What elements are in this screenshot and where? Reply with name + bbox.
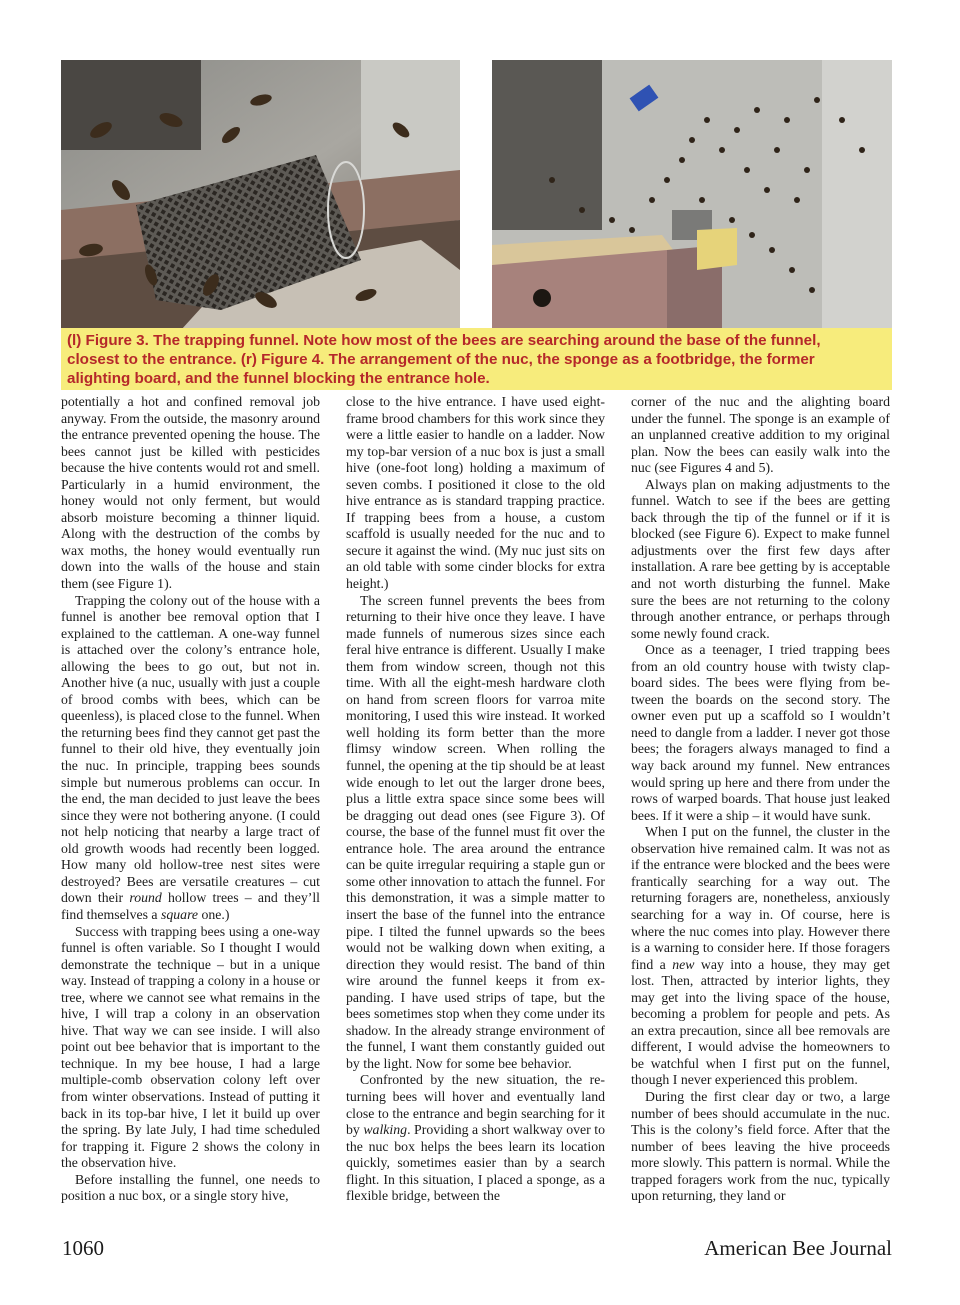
emphasis-text: walking — [363, 1122, 408, 1138]
caption-line: closest to the entrance. (r) Figure 4. The arrangement of the nuc, the sponge as a footbridge, the former — [67, 351, 815, 369]
paragraph: Before installing the funnel, one needs to position a nuc box, or a single story hive, — [61, 1171, 320, 1204]
paragraph-text: Trapping the colony out of the house with a funnel is another bee removal option that I explained to the cattleman. A one-way funnel is attached over the colony’s entrance hole, allowing the bees to go out, but not in. Another hive (a nuc, usually with just a couple of brood combs with bees, which can be queenless), is placed close to the funnel. When the returning bees find they cannot get past the funnel to their old hive, they eventually join the nuc. In principle, trapping bees sounds simple but numerous problems can occur. In the end, the man decided to just leave the bees since they were not bothering anyone. (I could not help noticing that nearby a large tract of old growth woods had recently been logged. How many old hollow-tree nest sites were destroyed? Bees are versatile creatures – cut down their — [61, 592, 320, 906]
paragraph: During the first clear day or two, a large number of bees should accumulate in the nuc. This is the colony’s field force. After that the number of bees leaving the hive proceeds more slowly. This pattern is normal. While the trapped foragers work from the nuc, typically upon returning, they land or — [631, 1088, 890, 1204]
emphasis-text: new — [672, 956, 695, 972]
paragraph — [631, 824, 890, 1089]
paragraph: Once as a teenager, I tried trapping bees from an old country house with twisty clapboard sides. The bees were flying from between the boards on the second story. The owner even put up a scaffold so I wouldn’t need to dangle from a ladder. I never got those bees; the foragers always managed to find a way back around my funnel. New entrances would spring up here and there from under the rows of warped boards. That house just leaked bees. If it were a ship – it would have sunk. — [631, 642, 890, 823]
caption-line: (l) Figure 3. The trapping funnel. Note how most of the bees are searching around the base of the funnel, — [67, 332, 821, 349]
paragraph: Always plan on making adjustments to the funnel. Watch to see if the bees are getting back through the tip of the funnel or if it is blocked (see Figure 6). Expect to make funnel adjustments over the first few days after installation. A rare bee getting by is acceptable and not worth disturbing the funnel. Make sure the bees are not returning to the colony through another entrance, or perhaps through some newly found crack. — [631, 476, 890, 641]
paragraph — [346, 1072, 605, 1204]
journal-name: American Bee Journal — [704, 1236, 892, 1260]
emphasis-text: square — [161, 906, 199, 922]
paragraph: corner of the nuc and the alighting board under the funnel. The sponge is an example of an unplanned creative addition to my original plan. Now the bees can easily walk into the nuc (see Figures 4 and 5). — [631, 394, 890, 476]
paragraph: The screen funnel prevents the bees from returning to their hive once they leave. I have made funnels of numerous sizes since each feral hive entrance is different. Usually I make them from window screen, though not this time. With all the eight-mesh hardware cloth on hand from screen floors for varroa mite monitoring, I used this wire instead. It worked well holding its form better than the more flimsy window screen. When rolling the funnel, the opening at the tip should be at least wide enough to let out the larger drone bees, plus a little extra space since some bees will be dragging out dead ones (see Figure 3). Of course, the base of the funnel must fit over the entrance hole. The area around the entrance can be quite irregular requiring a staple gun or some other innovation to attach the funnel. For this demonstration, it was a simple matter to insert the base of the funnel into the entrance pipe. I tilted the funnel upwards so the bees would not be walking down when exiting, a direction they would resist. The band of thin wire around the funnel keeps it from expanding. I have used strips of tape, but the bees sometimes stop when they come under its shadow. In the already strange environment of the funnel, I want them constantly guided out by the light. Now for some bee behavior. — [346, 592, 606, 1071]
page-number: 1060 — [62, 1236, 104, 1260]
paragraph-text: way into a house, they may get lost. Then, attracted by interior lights, they may get into the living space of the house, becoming a problem for people and pets. As an extra precaution, since all bee removals are different, I would advise the homeowners to be watchful when I first put on the funnel, though I never experienced this problem. — [631, 956, 890, 1088]
paragraph-text: When I put on the funnel, the cluster in the observation hive remained calm. It was not as if the entrance were blocked and the bees were frantically searching for a way out. The returning foragers are, nonetheless, anxiously searching for a way in. Of course, here is where the nuc comes into play. However there is a warning to consider here. If those foragers find a — [631, 824, 890, 972]
figure-3-photo — [61, 60, 460, 328]
figure-caption — [61, 328, 892, 390]
paragraph-text: hollow trees – and they’ll find themselves a — [61, 890, 320, 922]
emphasis-text: round — [129, 890, 162, 906]
text-column-3 — [631, 394, 890, 1205]
figure-4-photo — [492, 60, 892, 328]
paragraph — [61, 593, 320, 924]
paragraph: close to the hive entrance. I have used eight-frame brood chambers for this work since they were a little easier to handle on a ladder. Now my top-bar version of a nuc box is just a small hive (one-foot long) holding a maximum of seven combs. I positioned it close to the old hive entrance as is standard trapping practice. If trapping bees from a house, a custom scaffold is usually needed for the nuc and to secure it against the wind. (My nuc just sits on an old table with some cinder blocks for extra height.) — [346, 394, 605, 592]
caption-line: alighting board, and the funnel blocking the entrance hole. — [67, 370, 490, 388]
text-column-2 — [346, 394, 605, 1205]
paragraph-text: Confronted by the new situation, the returning bees will hover and eventually land close to the entrance and begin searching for it by — [346, 1072, 605, 1138]
paragraph-text: one.) — [198, 906, 230, 922]
paragraph-text: . Providing a short walkway over to the nuc box helps the bees learn its location quickly, sometimes easier than by a search flight. In this situation, I placed a sponge, as a flexible bridge, between the — [346, 1122, 606, 1204]
text-column-1 — [61, 394, 320, 1205]
paragraph: potentially a hot and confined removal job anyway. From the outside, the masonry around the entrance prevented opening the house. The bees cannot just be killed with pesticides because the hive contents would rot and smell. Particularly in a humid environment, the honey would not only ferment, but would absorb moisture becoming a thinner liquid. Along with the destruction of the combs by wax moths, the honey would eventually run down into the walls of the house and stain them (see Figure 1). — [61, 394, 320, 592]
paragraph: Success with trapping bees using a one-way funnel is often variable. So I thought I would demonstrate the technique – but in a unique way. Instead of trapping a colony in a house or tree, where we cannot see what remains in the hive, I will trap a colony in an observation hive. That way we can see inside. I will also point out bee behavior that is important to the technique. In my bee house, I had a large multiple-comb observation colony left over from winter observations. Instead of putting it back in its top-bar hive, I let it build up over the spring. By late July, I had time scheduled for trapping it. Figure 2 shows the colony in the observation hive. — [61, 923, 320, 1171]
